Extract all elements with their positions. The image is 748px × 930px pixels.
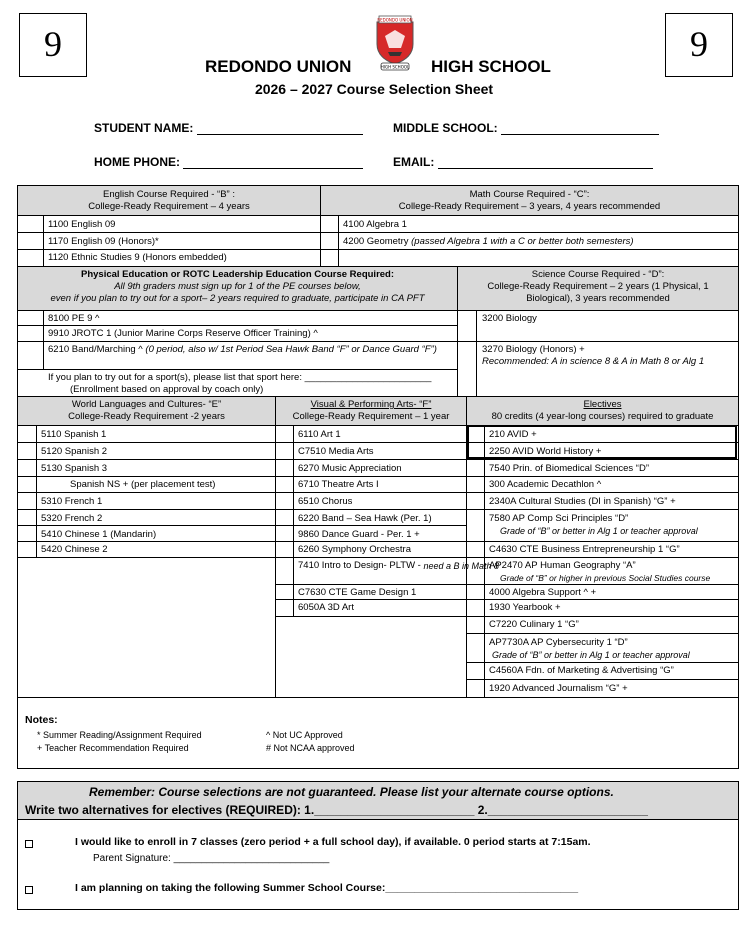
note-teacher-rec: + Teacher Recommendation Required [37, 743, 189, 753]
elective-course-4: 300 Academic Decathlon ^ [489, 479, 602, 490]
english-course-1: 1100 English 09 [48, 219, 116, 230]
notes-title: Notes: [25, 714, 58, 726]
grade-box-left [19, 13, 87, 77]
email-line[interactable] [438, 156, 653, 169]
home-phone-line[interactable] [183, 156, 363, 169]
science-title: Science Course Required - “D”: [531, 269, 665, 280]
note-not-ncaa: # Not NCAA approved [266, 743, 355, 753]
band-course-name: 6210 Band/Marching ^ [48, 344, 143, 355]
language-course-8: 5420 Chinese 2 [41, 544, 108, 555]
math-course-2 [343, 236, 634, 248]
sport-note: (Enrollment based on approval by coach only) [70, 384, 264, 395]
student-name-line[interactable] [197, 122, 363, 135]
math-title: Math Course Required - “C”: [469, 189, 590, 200]
email-field[interactable] [393, 155, 653, 169]
elective-course-14: 1920 Advanced Journalism “G” + [489, 683, 628, 694]
note-not-uc: ^ Not UC Approved [266, 730, 343, 740]
elective-course-12: AP7730A AP Cybersecurity 1 “D” [489, 637, 628, 648]
language-course-5: 5310 French 1 [41, 496, 103, 507]
pe-line-2: All 9th graders must sign up for 1 of the PE courses below, [114, 281, 361, 292]
math-subtitle: College-Ready Requirement – 3 years, 4 years recommended [398, 201, 661, 212]
arts-course-6: 6220 Band – Sea Hawk (Per. 1) [298, 513, 432, 524]
elective-course-8: AP2470 AP Human Geography “A” [489, 560, 636, 571]
english-title: English Course Required - “B” : [103, 189, 235, 200]
elective-course-7: C4630 CTE Business Entrepreneurship 1 “G” [489, 544, 680, 555]
summer-school-line[interactable]: I am planning on taking the following Summer School Course:_________________________________ [75, 882, 579, 894]
english-header [18, 186, 320, 215]
grade-box-right [665, 13, 733, 77]
science-course-1: 3200 Biology [482, 313, 537, 324]
elective-course-2: 2250 AVID World History + [489, 446, 602, 457]
language-course-2: 5120 Spanish 2 [41, 446, 108, 457]
arts-title: Visual & Performing Arts- “F” [310, 399, 432, 410]
math-course-2-name: 4200 Geometry [343, 236, 409, 247]
remember-notice: Remember: Course selections are not guaranteed. Please list your alternate course options. [89, 785, 614, 799]
electives-header [467, 397, 738, 425]
pe-title: Physical Education or ROTC Leadership Education Course Required: [80, 269, 395, 280]
sport-line[interactable]: If you plan to try out for a sport(s), please list that sport here: ________________________ [48, 372, 432, 383]
language-course-4: Spanish NS + (per placement test) [70, 479, 216, 490]
elective-course-10: 1930 Yearbook + [489, 602, 561, 613]
alternatives-line[interactable]: Write two alternatives for electives (REQUIRED): 1.________________________ 2.________________________ [25, 803, 648, 817]
human-geo-note: Grade of “B” or higher in previous Social Studies course [500, 573, 711, 583]
arts-course-2: C7510 Media Arts [298, 446, 374, 457]
elective-course-3: 7540 Prin. of Biomedical Sciences “D” [489, 463, 649, 474]
school-name-left: REDONDO UNION [205, 57, 352, 76]
elective-course-6: 7580 AP Comp Sci Principles “D” [489, 513, 629, 524]
student-name-field[interactable] [94, 121, 363, 135]
english-course-3: 1120 Ethnic Studies 9 (Honors embedded) [48, 252, 227, 263]
arts-header [276, 397, 466, 425]
arts-course-5: 6510 Chorus [298, 496, 353, 507]
math-header [321, 186, 738, 215]
arts-course-3: 6270 Music Appreciation [298, 463, 402, 474]
crest-top-text: REDONDO UNION [377, 17, 413, 23]
cyber-note: Grade of “B” or better in Alg 1 or teacher approval [492, 650, 690, 660]
pe-header [18, 267, 457, 310]
electives-title: Electives [583, 399, 622, 410]
zero-period-checkbox[interactable] [25, 840, 33, 848]
summer-school-checkbox[interactable] [25, 886, 33, 894]
school-crest-logo [373, 14, 417, 72]
parent-signature-line[interactable]: Parent Signature: ____________________________ [93, 853, 330, 864]
science-course-2: 3270 Biology (Honors) + [482, 344, 585, 355]
elective-course-9: 4000 Algebra Support ^ + [489, 587, 597, 598]
english-subtitle: College-Ready Requirement – 4 years [88, 201, 250, 212]
page-title: 2026 – 2027 Course Selection Sheet [254, 81, 494, 97]
pe-course-2: 9910 JROTC 1 (Junior Marine Corps Reserve Officer Training) ^ [48, 328, 318, 339]
languages-header [18, 397, 275, 425]
arts-course-1: 6110 Art 1 [298, 429, 341, 440]
arts-subtitle: College-Ready Requirement – 1 year [292, 411, 450, 422]
grade-number: 9 [690, 24, 708, 64]
language-course-6: 5320 French 2 [41, 513, 103, 524]
email-label: EMAIL: [393, 155, 435, 169]
student-name-label: STUDENT NAME: [94, 121, 194, 135]
science-line-2: College-Ready Requirement – 2 years (1 Physical, 1 [487, 281, 709, 292]
geometry-note: (passed Algebra 1 with a C or better both semesters) [411, 236, 634, 247]
languages-subtitle: College-Ready Requirement -2 years [68, 411, 225, 422]
band-course-note: (0 period, also w/ 1st Period Sea Hawk Band “F” or Dance Guard “F”) [145, 344, 437, 355]
language-course-7: 5410 Chinese 1 (Mandarin) [41, 529, 157, 540]
middle-school-label: MIDDLE SCHOOL: [393, 121, 498, 135]
math-course-1: 4100 Algebra 1 [343, 219, 407, 230]
pe-band-course [48, 344, 448, 356]
electives-subtitle: 80 credits (4 year-long courses) required to graduate [491, 411, 714, 422]
science-header [458, 267, 738, 310]
science-honors-note: Recommended: A in science 8 & A in Math 8 or Alg 1 [482, 356, 705, 367]
languages-title: World Languages and Cultures- “E” [71, 399, 222, 410]
language-course-1: 5110 Spanish 1 [41, 429, 107, 440]
arts-course-8: 6260 Symphony Orchestra [298, 544, 412, 555]
elective-course-11: C7220 Culinary 1 “G” [489, 619, 579, 630]
arts-course-11: 6050A 3D Art [298, 602, 354, 613]
arts-course-4: 6710 Theatre Arts I [298, 479, 379, 490]
crest-bottom-text: HIGH SCHOOL [380, 64, 410, 70]
zero-period-text: I would like to enroll in 7 classes (zero period + a full school day), if available. 0 period starts at 7:15am. [75, 836, 591, 848]
pe-course-1: 8100 PE 9 ^ [48, 313, 100, 324]
english-course-2: 1170 English 09 (Honors)* [48, 236, 159, 247]
arts-course-7: 9860 Dance Guard - Per. 1 + [298, 529, 420, 540]
pe-line-3: even if you plan to try out for a sport– 2 years required to graduate, participate in CA PFT [50, 293, 425, 304]
design-course-note: need a B in Math 8 [423, 561, 500, 571]
home-phone-field[interactable] [94, 155, 363, 169]
design-course-name: 7410 Intro to Design- PLTW - [298, 560, 421, 571]
arts-course-10: C7630 CTE Game Design 1 [298, 587, 417, 598]
comp-sci-note: Grade of “B” or better in Alg 1 or teacher approval [500, 526, 698, 536]
home-phone-label: HOME PHONE: [94, 155, 181, 169]
language-course-3: 5130 Spanish 3 [41, 463, 108, 474]
middle-school-line[interactable] [501, 122, 659, 135]
middle-school-field[interactable] [393, 121, 659, 135]
science-line-3: Biological), 3 years recommended [526, 293, 670, 304]
elective-course-13: C4560A Fdn. of Marketing & Advertising “G” [489, 665, 674, 676]
school-name-right: HIGH SCHOOL [431, 57, 551, 76]
elective-course-5: 2340A Cultural Studies (DI in Spanish) “G” + [489, 496, 676, 507]
grade-number: 9 [44, 24, 62, 64]
note-summer-reading: * Summer Reading/Assignment Required [37, 730, 202, 740]
elective-course-1: 210 AVID + [489, 429, 537, 440]
